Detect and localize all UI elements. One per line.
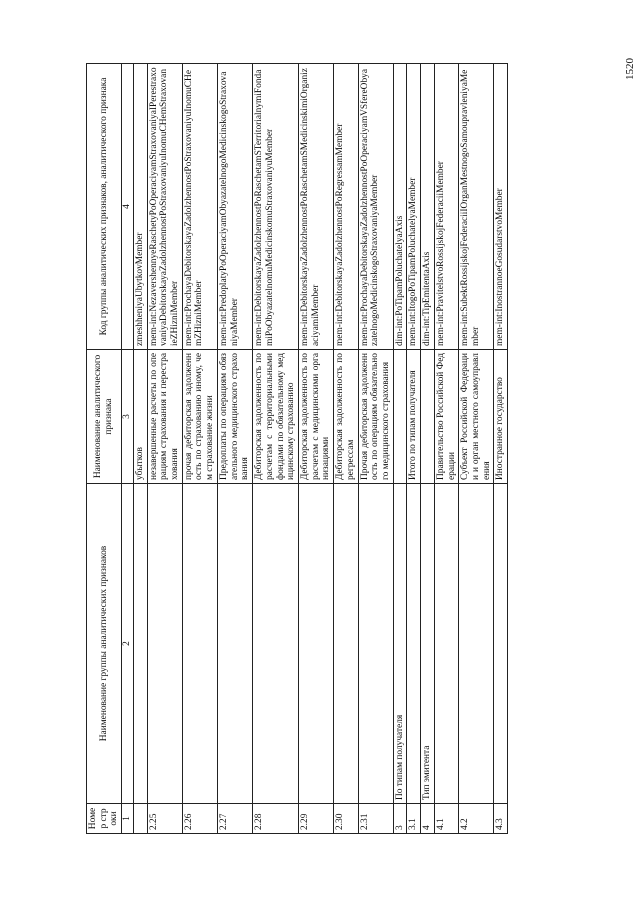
table-row: [494, 64, 508, 834]
attribute-name-cell: Дебиторская задолженность по регрессам: [334, 350, 358, 484]
group-name-cell: [434, 484, 458, 804]
code-cell: mem-int:ProchayaDebitorskayaZadolzhennostPoStraxovaniyuInomuCHemZHizniMember: [182, 64, 217, 350]
group-name-cell: [358, 484, 393, 804]
group-name-cell: [459, 484, 494, 804]
row-number: [133, 804, 147, 834]
row-number: 3: [393, 804, 407, 834]
group-name-cell: [494, 484, 508, 804]
code-cell: mem-int:SubektRossijskojFederaciiIOrganMestnogoSamoupravleniyaMember: [459, 64, 494, 350]
column-number: 1: [122, 804, 134, 834]
code-cell: mem-int:DebitorskayaZadolzhennostPoRaschetamSMedicinskimiOrganizaciyamiMember: [298, 64, 333, 350]
row-number: 2.28: [253, 804, 299, 834]
row-number: 3.1: [407, 804, 421, 834]
header-row: [87, 64, 122, 834]
attribute-name-cell: Правительство Российской Федерации: [434, 350, 458, 484]
column-number: 3: [122, 350, 134, 484]
row-number: 4: [421, 804, 435, 834]
row-number: 2.26: [182, 804, 217, 834]
attribute-name-cell: Итого по типам получателя: [407, 350, 421, 484]
code-cell: mem-int:DebitorskayaZadolzhennostPoRegressamMember: [334, 64, 358, 350]
table-row: [253, 64, 299, 834]
table-row: [393, 64, 407, 834]
attribute-name-cell: прочая дебиторская задолженность по страхованию иному, чем страхование жизни: [182, 350, 217, 484]
column-number-row: [122, 64, 134, 834]
table-row: [434, 64, 458, 834]
group-name-cell: [334, 484, 358, 804]
code-cell: mem-int:PravitelstvoRossijskojFederaciiMember: [434, 64, 458, 350]
table-row: [407, 64, 421, 834]
attribute-name-cell: убытков: [133, 350, 147, 484]
row-number: 2.29: [298, 804, 333, 834]
row-number: 2.25: [147, 804, 182, 834]
rotated-table-container: [86, 64, 586, 834]
row-number: 4.3: [494, 804, 508, 834]
table-row: [459, 64, 494, 834]
row-number: 4.2: [459, 804, 494, 834]
group-name-cell: [133, 484, 147, 804]
attribute-name-cell: Дебиторская задолженность по расчетам с территориальными фондами по обязательному медицинскому страхованию: [253, 350, 299, 484]
attribute-name-cell: Предоплаты по операциям обязательного медицинского страхования: [217, 350, 252, 484]
column-number: 4: [122, 64, 134, 350]
attribute-name-cell: [421, 350, 435, 484]
code-cell: mem-int:ProchayaDebitorskayaZadolzhennostPoOperaciyamVSfereObyazatelnogoMedicinskogoStraxovaniyaMember: [358, 64, 393, 350]
group-name-cell: Тип эмитента: [421, 484, 435, 804]
group-name-cell: [253, 484, 299, 804]
header-row-number: Номер строки: [87, 804, 122, 834]
code-cell: mem-int:NezavershennyeRaschetyPoOperaciyamStraxovaniyaIPerestraxovaniyaDebitorskayaZadolzhennostPoStraxovaniyuInomuCHemStraxovanieZHizniMember: [147, 64, 182, 350]
table-row: [217, 64, 252, 834]
group-name-cell: [217, 484, 252, 804]
code-cell: mem-int:PredoplatyPoOperaciyamObyazatelnogoMedicinskogoStraxovaniyaMember: [217, 64, 252, 350]
analytic-attributes-table: [86, 63, 508, 834]
code-cell: mem-int:DebitorskayaZadolzhennostPoRaschetamSTerritorialnymiFondamiPoObyazatelnomuMedicinskomuStraxovaniyuMember: [253, 64, 299, 350]
attribute-name-cell: [393, 350, 407, 484]
attribute-name-cell: Дебиторская задолженность по расчетам с медицинскими организациями: [298, 350, 333, 484]
code-cell: dim-int:PoTipamPoluchatelyaAxis: [393, 64, 407, 350]
table-row: [334, 64, 358, 834]
group-name-cell: [407, 484, 421, 804]
code-cell: mem-int:ItogoPoTipamPoluchatelyaMember: [407, 64, 421, 350]
code-cell: mem-int:InostrannoeGosudarstvoMember: [494, 64, 508, 350]
row-number: 2.30: [334, 804, 358, 834]
table-row: [133, 64, 147, 834]
attribute-name-cell: незавершенные расчеты по операциям страхования и перестрахования: [147, 350, 182, 484]
row-number: 4.1: [434, 804, 458, 834]
header-code: Код группы аналитических признаков, аналитического признака: [87, 64, 122, 350]
group-name-cell: [182, 484, 217, 804]
attribute-name-cell: Иностранное государство: [494, 350, 508, 484]
table-row: [147, 64, 182, 834]
header-attribute-name: Наименование аналитического признака: [87, 350, 122, 484]
attribute-name-cell: Субъект Российской Федерации и орган местного самоуправления: [459, 350, 494, 484]
attribute-name-cell: Прочая дебиторская задолженность по операциям обязательного медицинского страхования: [358, 350, 393, 484]
table-row: [358, 64, 393, 834]
header-group-name: Наименование группы аналитических признаков: [87, 484, 122, 804]
table-row: [298, 64, 333, 834]
group-name-cell: [298, 484, 333, 804]
table-row: [421, 64, 435, 834]
group-name-cell: [147, 484, 182, 804]
code-cell: dim-int:TipEmitentaAxis: [421, 64, 435, 350]
group-name-cell: По типам получателя: [393, 484, 407, 804]
page-number: 1520: [624, 58, 636, 80]
row-number: 2.27: [217, 804, 252, 834]
row-number: 2.31: [358, 804, 393, 834]
table-rotator: [86, 64, 586, 834]
table-row: [182, 64, 217, 834]
code-cell: zmeshheniyaUbytkovMember: [133, 64, 147, 350]
column-number: 2: [122, 484, 134, 804]
